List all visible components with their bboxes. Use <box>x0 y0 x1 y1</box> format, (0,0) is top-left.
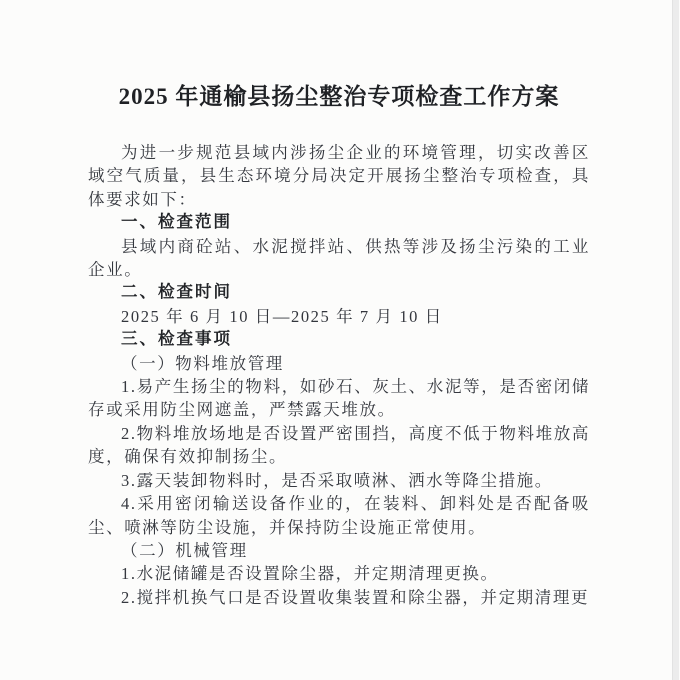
inspection-item-3: 3.露天装卸物料时，是否采取喷淋、洒水等降尘措施。 <box>121 470 553 490</box>
intro-paragraph: 为进一步规范县域内涉扬尘企业的环境管理，切实改善区域空气质量，县生态环境分局决定开展扬尘整治专项检查，具体要求如下： <box>88 143 590 209</box>
section-heading-time: 二、检查时间 <box>121 283 232 302</box>
document-title: 2025 年通榆县扬尘整治专项检查工作方案 <box>118 84 560 109</box>
subsection-heading-material-storage: （一）物料堆放管理 <box>121 353 284 373</box>
inspection-item-2: 2.物料堆放场地是否设置严密围挡，高度不低于物料堆放高度，确保有效抑制扬尘。 <box>88 423 590 467</box>
machinery-item-2: 2.搅拌机换气口是否设置收集装置和除尘器，并定期清理更 <box>121 587 590 607</box>
page-edge-strip <box>672 0 679 680</box>
section-heading-items: 三、检查事项 <box>121 330 232 349</box>
section-heading-scope: 一、检查范围 <box>121 213 232 232</box>
section-time-daterange: 2025 年 6 月 10 日—2025 年 7 月 10 日 <box>121 306 443 326</box>
section-scope-body: 县域内商砼站、水泥搅拌站、供热等涉及扬尘污染的工业企业。 <box>88 236 590 280</box>
subsection-heading-machinery: （二）机械管理 <box>121 540 248 560</box>
inspection-item-1: 1.易产生扬尘的物料，如砂石、灰土、水泥等，是否密闭储存或采用防尘网遮盖，严禁露天堆放。 <box>88 377 590 420</box>
machinery-item-1: 1.水泥储罐是否设置除尘器，并定期清理更换。 <box>121 564 499 584</box>
inspection-item-4: 4.采用密闭输送设备作业的，在装料、卸料处是否配备吸尘、喷淋等防尘设施，并保持防尘设施正常使用。 <box>88 494 590 537</box>
